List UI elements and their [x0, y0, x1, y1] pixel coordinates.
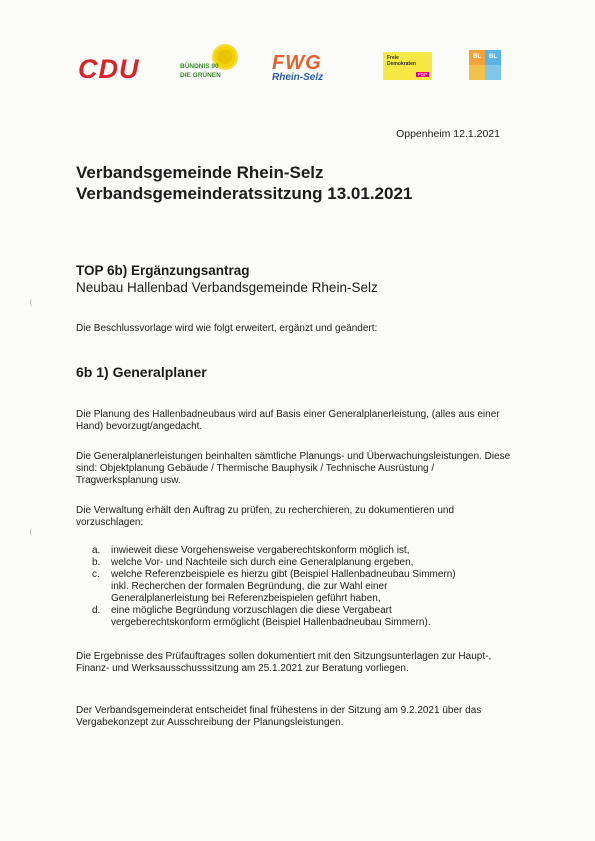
fwg-logo-sub: Rhein-Selz: [272, 72, 324, 83]
agenda-item-heading: TOP 6b) Ergänzungsantrag: [76, 263, 250, 278]
gruene-logo-line1: BÜNDNIS 90: [180, 63, 219, 70]
list-item: [92, 605, 532, 629]
punch-hole-mark: [30, 528, 35, 536]
list-marker: c.: [92, 569, 100, 580]
title-line: Verbandsgemeinde Rhein-Selz: [76, 163, 324, 182]
gruene-logo-line2: DIE GRÜNEN: [180, 72, 221, 79]
paragraph: Der Verbandsgemeinderat entscheidet final frühestens in der Sitzung am 9.2.2021 über das Vergabekonzept zur Ausschreibung der Planungsleistungen.: [76, 705, 482, 728]
gruene-logo: [178, 44, 248, 84]
list-marker: b.: [92, 557, 101, 568]
bl-logo-tile: [469, 65, 485, 80]
fwg-logo: [268, 52, 348, 86]
document-title: [76, 162, 412, 204]
paragraph: Die Generalplanerleistungen beinhalten sämtliche Planungs- und Überwachungsleistungen. Diese sind: Objektplanung Gebäude / Thermische Bauphysik / Technische Ausrüstung / Tragwerksplanung usw.: [76, 451, 511, 486]
agenda-item-subheading: Neubau Hallenbad Verbandsgemeinde Rhein-Selz: [76, 280, 378, 295]
punch-hole-mark: [30, 299, 35, 307]
list-item-text: eine mögliche Begründung vorzuschlagen die diese Vergabeart vergeberechtskonform ermöglicht (Beispiel Hallenbadneubau Simmern).: [111, 605, 431, 628]
list-item-text: welche Vor- und Nachteile sich durch eine Generalplanung ergeben,: [111, 557, 414, 568]
paragraph: Die Ergebnisse des Prüfauftrages sollen dokumentiert mit den Sitzungsunterlagen zur Haupt-, Finanz- und Werksausschusssitzung am 25.1.2021 zur Beratung vorliegen.: [76, 651, 492, 674]
task-list: [92, 545, 532, 629]
fdp-logo-line2: Demokraten: [387, 61, 416, 67]
list-marker: d.: [92, 605, 101, 616]
list-marker: a.: [92, 545, 101, 556]
bl-logo: [469, 50, 501, 80]
date-line: Oppenheim 12.1.2021: [396, 128, 500, 140]
section-heading: 6b 1) Generalplaner: [76, 364, 207, 380]
intro-text: Die Beschlussvorlage wird wie folgt erweitert, ergänzt und geändert:: [76, 323, 378, 334]
party-logos: [0, 44, 595, 90]
list-item: [92, 569, 532, 605]
fdp-logo-tag: FDP: [418, 72, 427, 77]
list-item-text: inwieweit diese Vorgehensweise vergaberechtskonform möglich ist,: [111, 545, 410, 556]
cdu-logo: CDU: [78, 54, 140, 84]
bl-logo-tile: BL: [469, 50, 485, 65]
list-item: [92, 557, 532, 569]
list-item: [92, 545, 532, 557]
bl-logo-tile: [485, 65, 501, 80]
title-line: Verbandsgemeinderatssitzung 13.01.2021: [76, 184, 413, 203]
bl-logo-tile: BL: [485, 50, 501, 65]
paragraph: Die Verwaltung erhält den Auftrag zu prüfen, zu recherchieren, zu dokumentieren und vorzuschlagen:: [76, 505, 455, 528]
paragraph: Die Planung des Hallenbadneubaus wird auf Basis einer Generalplanerleistung, (alles aus einer Hand) bevorzugt/angedacht.: [76, 409, 500, 432]
fdp-logo: [383, 52, 432, 80]
fwg-logo-main: FWG: [272, 52, 322, 74]
list-item-text: welche Referenzbeispiele es hierzu gibt (Beispiel Hallenbadneubau Simmern) inkl. Recherchen der formalen Begründung, die zur Wahl einer Generalplanerleistung bei Referenzbeispielen geführt haben,: [111, 569, 456, 604]
fdp-logo-line1: Freie: [387, 55, 399, 61]
